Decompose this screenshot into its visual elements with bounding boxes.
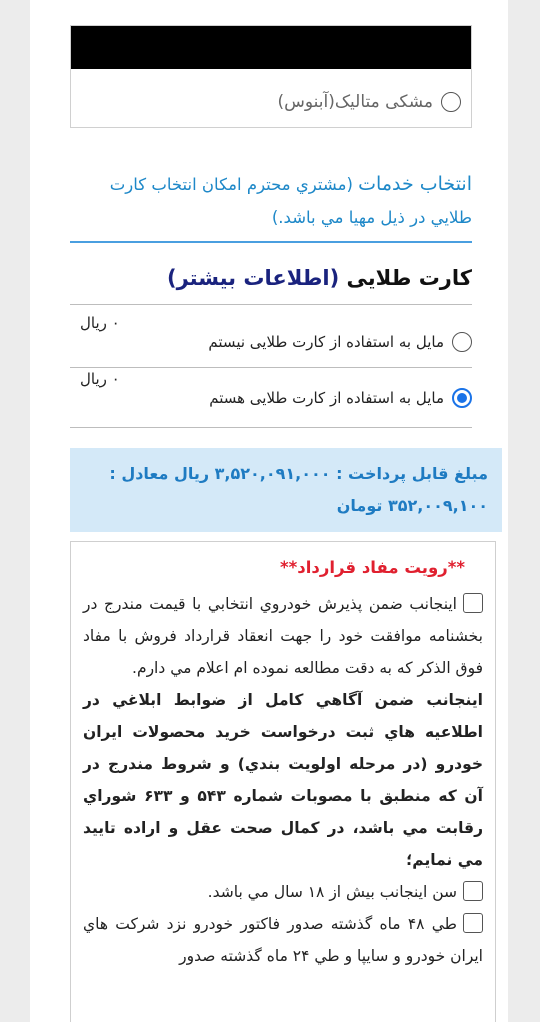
color-option-label: مشکی متالیک(آبنوس)	[277, 92, 433, 112]
gold-card-option-no[interactable]	[70, 310, 472, 368]
contract-title: **رویت مفاد قرارداد**	[280, 558, 465, 577]
contract-terms-box	[70, 541, 496, 1022]
gold-card-option-price: ۰ ریال	[80, 370, 120, 388]
color-option-metallic-black[interactable]	[277, 92, 461, 112]
gold-card-radio-yes[interactable]	[452, 388, 472, 408]
clause-text: اينجانب ضمن آگاهي کامل از ضوابط ابلاغي در اطلاعيه هاي ثبت درخواست خريد محصولات ايران خودرو (در مرحله اولويت بندي) و شروط مندرج در آن که منطبق با مصوبات شماره ۵۴۳ و ۶۳۳ شوراي رقابت مي باشد، در کمال صحت عقل و اراده تاييد مي نمايم؛	[83, 691, 483, 869]
services-title: انتخاب خدمات	[358, 173, 472, 195]
gold-card-title: کارت طلایی	[346, 266, 472, 290]
services-note: (مشتري محترم امکان انتخاب کارت طلايي در ذيل مهيا مي باشد.)	[109, 175, 472, 227]
gold-card-heading	[70, 266, 472, 290]
gold-card-radio-no[interactable]	[452, 332, 472, 352]
gold-card-more-info-link[interactable]: (اطلاعات بیشتر)	[166, 266, 340, 290]
clause-text: اينجانب ضمن پذيرش خودروي انتخابي با قيمت مندرج در بخشنامه موافقت خود را جهت انعقاد قرارداد فروش با مفاد فوق الذکر که به دقت مطالعه نموده ام اعلام مي دارم.	[83, 595, 483, 677]
clause-text: طي ۴۸ ماه گذشته صدور فاکتور خودرو نزد شرکت هاي ايران خودرو و سايپا و طي ۲۴ ماه گذشته صدور	[83, 915, 483, 965]
services-divider	[70, 241, 472, 243]
accept-terms-checkbox[interactable]	[463, 593, 483, 613]
contract-clause-invoice-history	[83, 908, 483, 972]
payment-summary	[70, 448, 502, 532]
color-radio[interactable]	[441, 92, 461, 112]
services-heading	[70, 168, 472, 234]
invoice-history-checkbox[interactable]	[463, 913, 483, 933]
gold-card-option-label: مایل به استفاده از کارت طلایی نیستم	[208, 333, 444, 351]
age-checkbox[interactable]	[463, 881, 483, 901]
contract-clause-confirmation	[83, 684, 483, 876]
divider	[70, 304, 472, 305]
contract-clause-accept	[83, 588, 483, 684]
contract-clause-age	[83, 876, 483, 908]
divider	[70, 427, 472, 428]
color-swatch-black	[71, 26, 471, 69]
gold-card-option-label: مایل به استفاده از کارت طلایی هستم	[209, 389, 444, 407]
gold-card-option-yes[interactable]	[70, 366, 472, 424]
order-page	[30, 0, 508, 1022]
gold-card-option-price: ۰ ریال	[80, 314, 120, 332]
clause-text: سن اينجانب بيش از ۱۸ سال مي باشد.	[207, 883, 457, 901]
payment-amount-text: مبلغ قابل پرداخت : ۳,۵۲۰,۰۹۱,۰۰۰ ریال معادل : ۳۵۲,۰۰۹,۱۰۰ تومان	[109, 464, 488, 515]
color-selection-box	[70, 25, 472, 128]
